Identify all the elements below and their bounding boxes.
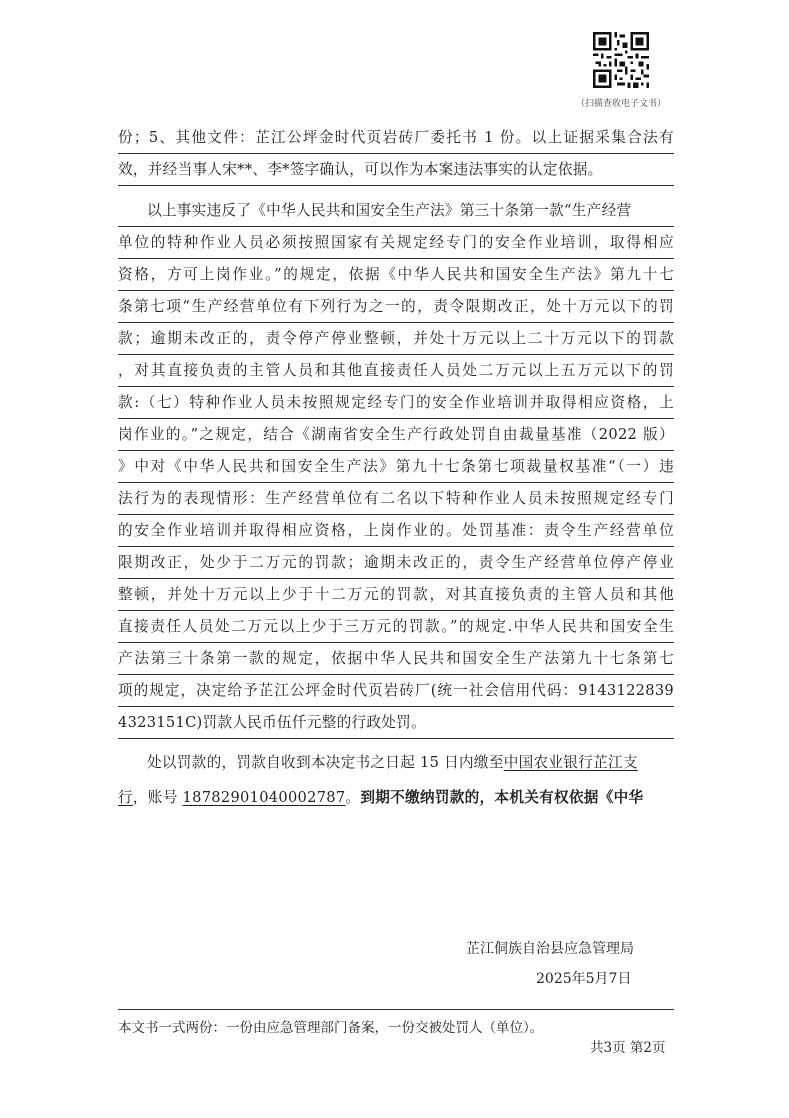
qr-code-icon [593,32,649,88]
body-line: 条第七项“生产经营单位有下列行为之一的，责令限期改正，处十万元以下的罚 [118,291,674,323]
body-line: 直接责任人员处二万元以上少于三万元的罚款。”的规定.中华人民共和国安全生 [118,611,674,643]
footer-divider [118,1009,674,1010]
issue-date: 2025年5月7日 [536,971,632,987]
body-line: 效，并经当事人宋**、李*签字确认，可以作为本案违法事实的认定依据。 [118,154,674,186]
body-line: 资格，方可上岗作业。”的规定，依据《中华人民共和国安全生产法》第九十七 [118,259,674,291]
body-line: 整顿，并处十万元以上少于十二万元的罚款，对其直接负责的主管人员和其他 [118,579,674,611]
body-line: ，对其直接负责的主管人员和其他直接责任人员处二万元以上五万元以下的罚 [118,355,674,387]
body-line: 限期改正，处少于二万元的罚款；逾期未改正的，责令生产经营单位停产停业 [118,547,674,579]
footer-note: 本文书一式两份：一份由应急管理部门备案，一份交被处罚人（单位）。 [118,1020,544,1036]
account-prefix: ，账号 [132,789,183,806]
payment-line [118,780,674,815]
body-line: 份；5、其他文件：芷江公坪金时代页岩砖厂委托书 1 份。以上证据采集合法有 [118,122,674,154]
body-line: 岗作业的。”之规定，结合《湖南省安全生产行政处罚自由裁量基准（2022 版） [118,419,674,451]
body-line: 项的规定，决定给予芷江公坪金时代页岩砖厂(统一社会信用代码：9143122839 [118,675,674,707]
issuing-authority: 芷江侗族自治县应急管理局 [466,941,634,957]
body-line: 的安全作业培训并取得相应资格，上岗作业的。处罚基准：责令生产经营单位 [118,515,674,547]
account-number: 18782901040002787 [182,789,346,806]
payment-text: 处以罚款的，罚款自收到本决定书之日起 15 日内缴至 [147,754,504,771]
document-body [118,122,674,815]
bank-name-cont: 行 [118,789,133,806]
body-line: 款；逾期未改正的，责令停产停业整顿，并处十万元以上二十万元以下的罚款 [118,323,674,355]
body-line: 法行为的表现情形：生产经营单位有二名以下特种作业人员未按照规定经专门 [118,483,674,515]
qr-caption: （扫描查收电子文书） [575,99,666,109]
payment-text: 。 [345,789,361,806]
page-number: 共3页 第2页 [590,1040,666,1056]
body-line: 》中对《中华人民共和国安全生产法》第九十七条第七项裁量权基准“（一）违 [118,451,674,483]
body-line: 以上事实违反了《中华人民共和国安全生产法》第三十条第一款“生产经营 [118,195,674,227]
payment-line [118,745,674,780]
body-line: 4323151C)罚款人民币伍仟元整的行政处罚。 [118,707,674,739]
body-line: 单位的特种作业人员必须按照国家有关规定经专门的安全作业培训，取得相应 [118,227,674,259]
bank-name: 中国农业银行芷江支 [503,754,638,771]
overdue-warning: 到期不缴纳罚款的，本机关有权依据《中华 [360,789,644,806]
body-line: 产法第三十条第一款的规定，依据中华人民共和国安全生产法第九十七条第七 [118,643,674,675]
body-line: 款:（七）特种作业人员未按照规定经专门的安全作业培训并取得相应资格，上 [118,387,674,419]
